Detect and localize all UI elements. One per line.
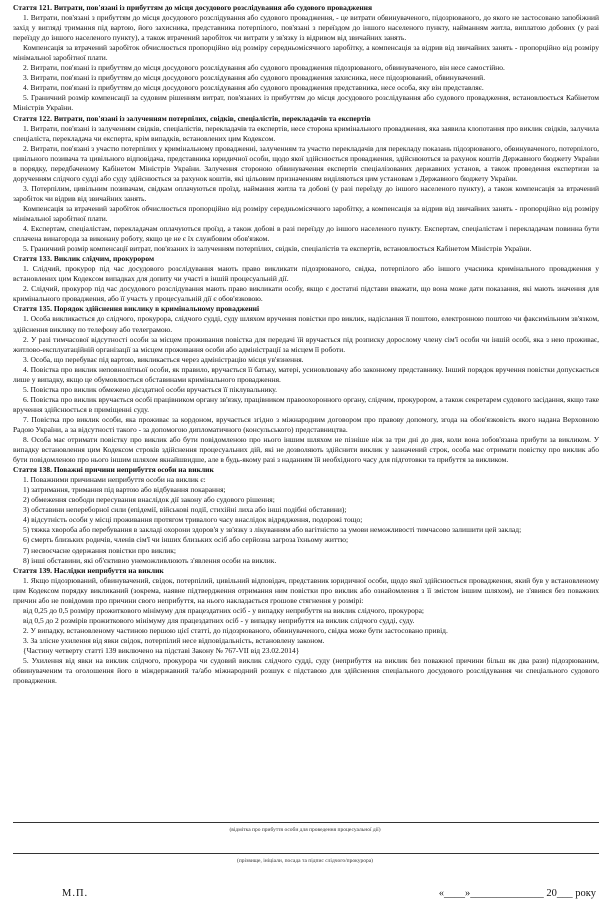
paragraph: 5. Граничний розмір компенсації за судовим рішенням витрат, пов'язаних із прибуттям до місця досудового розслідування або судового провадження, встановлюється Кабінетом Міністрів України. bbox=[13, 93, 599, 113]
paragraph: 5. Граничний розмір компенсації витрат, пов'язаних із залученням потерпілих, свідків, спеціалістів та експертів, встановлюється Кабінетом Міністрів України. bbox=[23, 244, 532, 254]
article-heading: Стаття 138. Поважні причини неприбуття особи на виклик bbox=[13, 465, 214, 475]
article-heading: Стаття 122. Витрати, пов'язані із залученням потерпілих, свідків, спеціалістів, перекладачів та експертів bbox=[13, 113, 371, 123]
article-heading: Стаття 135. Порядок здійснення виклику в кримінальному провадженні bbox=[13, 304, 260, 314]
paragraph: 1) затримання, тримання під вартою або відбування покарання; bbox=[23, 485, 226, 495]
caption-line-1: (відмітка про прибуття особи для проведення процесуальної дії) bbox=[229, 827, 381, 833]
article-heading: Стаття 121. Витрати, пов'язані із прибуттям до місця досудового розслідування або судового провадження bbox=[13, 3, 373, 12]
paragraph: 3. Особа, що перебуває під вартою, викликається через адміністрацію місця ув'язнення. bbox=[23, 354, 304, 364]
paragraph: 4. Витрати, пов'язані із прибуттям до місця досудового розслідування або судового провадження представника, несе особа, яку він представляє. bbox=[23, 83, 484, 93]
paragraph: 8) інші обставини, які об'єктивно унеможливлюють з'явлення особи на виклик. bbox=[23, 555, 277, 565]
date-field: «____»______________ 20___ року bbox=[438, 888, 596, 899]
paragraph: 8. Особа має отримати повістку про виклик або бути повідомленою про нього іншим шляхом не пізніше ніж за три дні до дня, коли вона зобов'язана прибути за викликом. У випадку встановлення цим Кодексом строків здійснення процесуальних дій, які не дозволяють здійснити виклик у зазначений строк, особа має отримати повістку про виклик або бути повідомленою про нього іншим шляхом якнайшвидше, але в будь-якому разі з наданням їй необхідного часу для підготовки та прибуття за викликом. bbox=[13, 435, 599, 465]
paragraph: від 0,5 до 2 розмірів прожиткового мінімуму для працездатних осіб - у випадку неприбуття на виклик слідчого судді, суду. bbox=[23, 615, 415, 625]
paragraph: 2) обмеження свободи пересування внаслідок дії закону або судового рішення; bbox=[23, 495, 275, 505]
paragraph: 1. Особа викликається до слідчого, прокурора, слідчого судді, суду шляхом вручення повістки про виклик, надіслання її поштою, електронною поштою чи факсимільним зв'язком, здійснення виклику по телефону або телеграмою. bbox=[13, 314, 599, 334]
paragraph: 6) смерть близьких родичів, членів сім'ї чи інших близьких осіб або серйозна загроза їхньому життю; bbox=[23, 535, 349, 545]
article-heading: Стаття 133. Виклик слідчим, прокурором bbox=[13, 254, 155, 264]
paragraph: 3. За злісне ухилення від явки свідок, потерпілий несе відповідальність, встановлену законом. bbox=[23, 635, 325, 645]
paragraph: 2. Витрати, пов'язані із прибуттям до місця досудового розслідування або судового провадження підозрюваного, обвинуваченого, він несе самостійно. bbox=[23, 63, 505, 73]
paragraph: 7. Повістка про виклик особи, яка проживає за кордоном, вручається згідно з міжнародним договором про правову допомогу, згода на обов'язковість якого надана Верховною Радою України, а за відсутності такого - за допомогою дипломатичного (консульського) представництва. bbox=[13, 414, 599, 434]
paragraph: {Частину четверту статті 139 виключено на підставі Закону № 767-VII від 23.02.2014} bbox=[23, 646, 300, 655]
caption-line-2: (прізвище, ініціали, посада та підпис слідчого/прокурора) bbox=[237, 858, 373, 864]
paragraph: від 0,25 до 0,5 розміру прожиткового мінімуму для працездатних осіб - у випадку неприбуття на виклик слідчого, прокурора; bbox=[23, 605, 424, 615]
paragraph: 2. Витрати, пов'язані з участю потерпілих у кримінальному провадженні, залученням та участю перекладачів для перекладу показань підозрюваного, обвинуваченого, потерпілого, цивільного позивача та цивільного відповідача, представника юридичної особи, щодо якої здійснюється провадження, здійснюються за рахунок коштів Державного бюджету України в порядку, передбаченому Кабінетом Міністрів України. Залучення стороною обвинувачення експертів спеціалізованих державних установ, а також проведення експертизи за дорученням слідчого судді або суду здійснюється за рахунок коштів, які цільовим призначенням виділяються цим установам з Державного бюджету України. bbox=[13, 143, 599, 183]
paragraph: 3. Потерпілим, цивільним позивачам, свідкам оплачуються проїзд, наймання житла та добові (у разі переїзду до іншого населеного пункту), а також компенсація за втрачений заробіток чи відрив від звичайних занять. bbox=[13, 183, 599, 203]
paragraph: 7) несвоєчасне одержання повістки про виклик; bbox=[23, 545, 176, 555]
paragraph: 5. Ухилення від явки на виклик слідчого, прокурора чи судовий виклик слідчого судді, суду (неприбуття на виклик без поважної причини більш як два рази) підозрюваним, обвинуваченим та оголошення його в міждержавний та/або міжнародний розшук є підставою для здійснення спеціального досудового розслідування чи спеціального судового провадження. bbox=[13, 656, 599, 686]
paragraph: Компенсація за втрачений заробіток обчислюється пропорційно від розміру середньомісячного заробітку, а компенсація за відрив від звичайних занять - пропорційно від розміру мінімальної заробітної плати. bbox=[13, 43, 599, 63]
stamp-place-label: М.П. bbox=[62, 888, 89, 899]
paragraph: 3. Витрати, пов'язані із прибуттям до місця досудового розслідування або судового провадження захисника, несе підозрюваний, обвинувачений. bbox=[23, 73, 486, 83]
paragraph: 4. Повістка про виклик неповнолітньої особи, як правило, вручається її батьку, матері, усиновлювачу або законному представнику. Інший порядок вручення повістки допускається лише у випадку, якщо це обумовлюється обставинами кримінального провадження. bbox=[13, 364, 599, 384]
paragraph: 3) обставини непереборної сили (епідемії, військові події, стихійні лиха або інші подібні обставини); bbox=[23, 505, 347, 515]
article-heading: Стаття 139. Наслідки неприбуття на виклик bbox=[13, 565, 164, 575]
paragraph: 2. Слідчий, прокурор під час досудового розслідування мають право викликати особу, якщо є достатні підстави вважати, що вона може дати показання, які мають значення для кримінального провадження, або її участь у процесуальній дії є обов'язковою. bbox=[13, 284, 599, 304]
law-text bbox=[13, 3, 599, 686]
signature-line-1 bbox=[13, 822, 599, 823]
paragraph: 1. Витрати, пов'язані з прибуттям до місця досудового розслідування або судового провадження, - це витрати обвинуваченого, підозрюваного, до якого не застосовано запобіжний захід у вигляді тримання під вартою, його захисника, представника потерпілого, пов'язані з переїздом до іншого населеного пункту, найманням житла, виплатою добових (у разі переїзду до іншого населеного пункту), а також втрачений заробіток чи витрати у зв'язку із відривом від звичайних занять. bbox=[13, 13, 599, 43]
paragraph: 1. Якщо підозрюваний, обвинувачений, свідок, потерпілий, цивільний відповідач, представник юридичної особи, щодо якої здійснюється провадження, який був у встановленому цим Кодексом порядку викликаний (зокрема, наявне підтвердження отримання ним повістки про виклик або ознайомлення з її змістом іншим шляхом), не з'явився без поважних причин або не повідомив про причини свого неприбуття, на нього накладається грошове стягнення у розмірі: bbox=[13, 575, 599, 605]
paragraph: Компенсація за втрачений заробіток обчислюється пропорційно від розміру середньомісячного заробітку, а компенсація за відрив від звичайних занять - пропорційно від розміру мінімальної заробітної плати. bbox=[13, 203, 599, 223]
paragraph: 1. Поважними причинами неприбуття особи на виклик є: bbox=[23, 475, 206, 485]
paragraph: 5. Повістка про виклик обмежено дієздатної особи вручається її піклувальнику. bbox=[23, 384, 278, 394]
paragraph: 6. Повістка про виклик вручається особі працівником органу зв'язку, працівником правоохоронного органу, слідчим, прокурором, а також секретарем судового засідання, якщо таке вручення здійснюється в приміщенні суду. bbox=[13, 394, 600, 414]
paragraph: 2. У випадку, встановленому частиною першою цієї статті, до підозрюваного, обвинуваченого, свідка може бути застосовано привід. bbox=[23, 625, 448, 635]
signature-line-2 bbox=[13, 853, 599, 854]
paragraph: 2. У разі тимчасової відсутності особи за місцем проживання повістка для передачі їй вручається під розписку дорослому члену сім'ї особи чи іншій особі, яка з нею проживає, житлово-експлуатаційній організації за місцем проживання особи або адміністрації за місцем її роботи. bbox=[13, 334, 599, 354]
paragraph: 1. Слідчий, прокурор під час досудового розслідування мають право викликати підозрюваного, свідка, потерпілого або іншого учасника кримінального провадження у встановлених цим Кодексом випадках для допиту чи участі в іншій процесуальній дії. bbox=[13, 264, 599, 284]
paragraph: 4. Експертам, спеціалістам, перекладачам оплачуються проїзд, а також добові в разі переїзду до іншого населеного пункту. Експертам, спеціалістам і перекладачам повинна бути сплачена винагорода за виконану роботу, якщо це не є їх службовим обов'язком. bbox=[13, 224, 599, 244]
paragraph: 5) тяжка хвороба або перебування в закладі охорони здоров'я у зв'язку з лікуванням або вагітністю за умови неможливості тимчасово залишити цей заклад; bbox=[23, 525, 522, 535]
paragraph: 1. Витрати, пов'язані із залученням свідків, спеціалістів, перекладачів та експертів, несе сторона кримінального провадження, яка заявила клопотання про виклик свідків, залучила спеціаліста, перекладача чи експерта, крім випадків, встановлених цим Кодексом. bbox=[13, 123, 599, 143]
paragraph: 4) відсутність особи у місці проживання протягом тривалого часу внаслідок відрядження, подорожі тощо; bbox=[23, 515, 363, 525]
